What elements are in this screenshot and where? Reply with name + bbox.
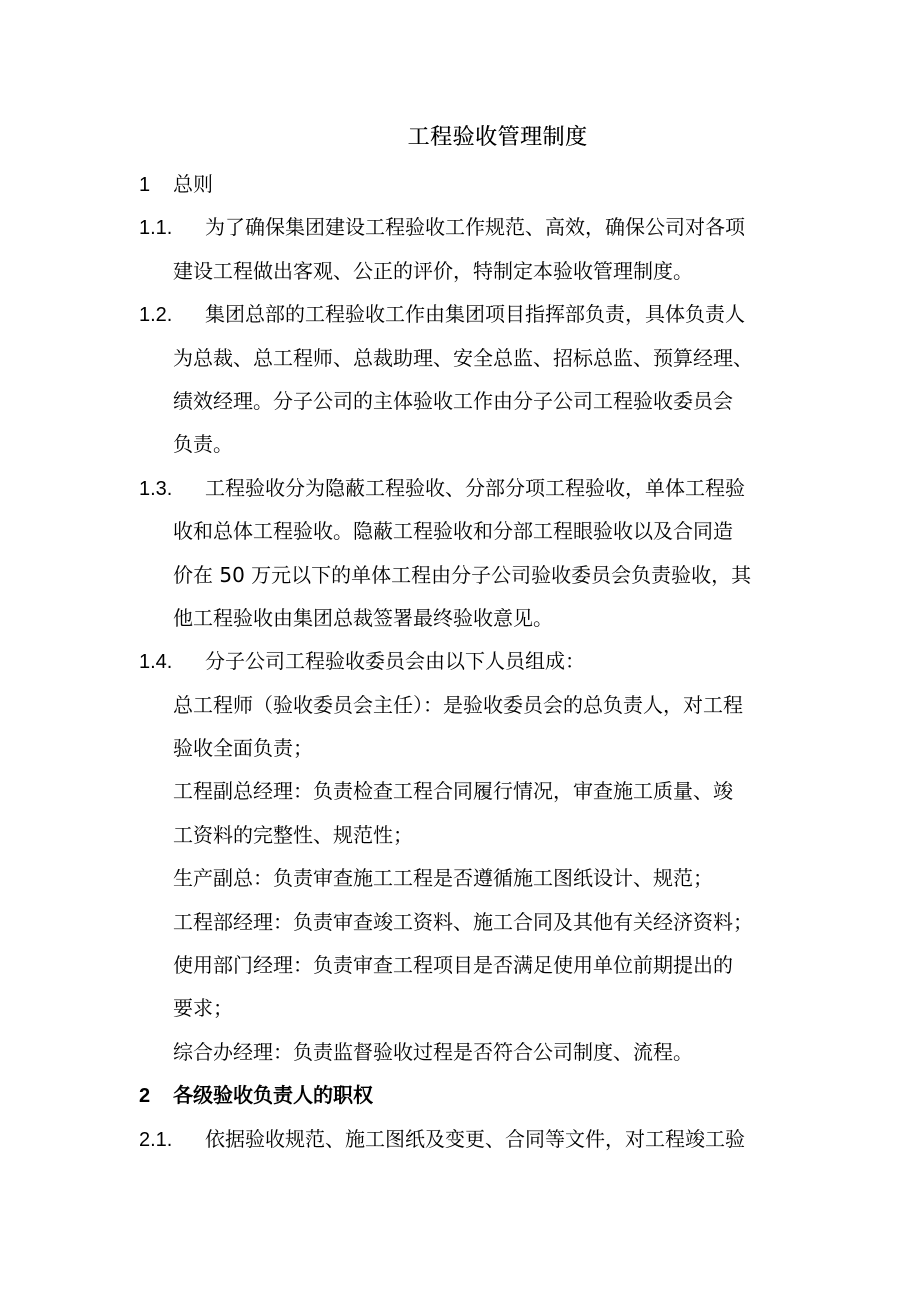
clause-text-line: 依据验收规范、施工图纸及变更、合同等文件，对工程竣工验 [205,1126,745,1151]
clause-text-line: 收和总体工程验收。隐蔽工程验收和分部工程眼验收以及合同造 [173,519,733,544]
clause-text-line: 集团总部的工程验收工作由集团项目指挥部负责，具体负责人 [205,302,745,327]
clause-text-line: 为总裁、总工程师、总裁助理、安全总监、招标总监、预算经理、 [173,345,753,370]
clause-number: 1.3. [139,477,173,500]
role-line: 生产副总：负责审查施工工程是否遵循施工图纸设计、规范； [173,866,713,891]
clause-text-line: 工程验收分为隐蔽工程验收、分部分项工程验收，单体工程验 [205,475,745,500]
role-line: 验收全面负责； [173,736,313,761]
section-2-heading [139,1074,789,1117]
role-line: 使用部门经理：负责审查工程项目是否满足使用单位前期提出的 [173,953,733,978]
clause-text-line: 为了确保集团建设工程验收工作规范、高效，确保公司对各项 [205,215,745,240]
clause-1-1 [139,206,789,249]
clause-number: 1.2. [139,304,173,327]
clause-1-2 [139,293,789,336]
document-title: 工程验收管理制度 [407,125,588,150]
role-line: 要求； [173,996,233,1021]
role-line: 综合办经理：负责监督验收过程是否符合公司制度、流程。 [173,1039,693,1064]
role-line: 工程副总经理：负责检查工程合同履行情况，审查施工质量、竣 [173,779,733,804]
document-body [139,163,789,1161]
section-1-heading [139,163,789,206]
role-line: 总工程师（验收委员会主任）：是验收委员会的总负责人，对工程 [173,692,743,717]
role-line: 工程部经理：负责审查竣工资料、施工合同及其他有关经济资料； [173,909,753,934]
clause-number: 2.1. [139,1128,173,1151]
clause-number: 1.1. [139,217,173,240]
clause-1-3 [139,467,789,510]
section-2-title: 各级验收负责人的职权 [173,1083,373,1108]
section-1-title: 总则 [173,172,213,196]
clause-1-4 [139,640,789,683]
clause-text-line: 价在 50 万元以下的单体工程由分子公司验收委员会负责验收，其 [173,562,752,587]
clause-2-1 [139,1118,789,1161]
clause-text-line: 绩效经理。分子公司的主体验收工作由分子公司工程验收委员会 [173,388,733,413]
clause-text-line: 负责。 [173,432,233,457]
role-line: 工资料的完整性、规范性； [173,822,413,847]
clause-number: 1.4. [139,651,173,674]
clause-text-line: 分子公司工程验收委员会由以下人员组成： [205,649,585,674]
section-1-number: 1 [139,174,151,196]
section-2-number: 2 [139,1085,151,1108]
clause-text-line: 建设工程做出客观、公正的评价，特制定本验收管理制度。 [173,258,693,283]
clause-text-line: 他工程验收由集团总裁签署最终验收意见。 [173,605,553,630]
